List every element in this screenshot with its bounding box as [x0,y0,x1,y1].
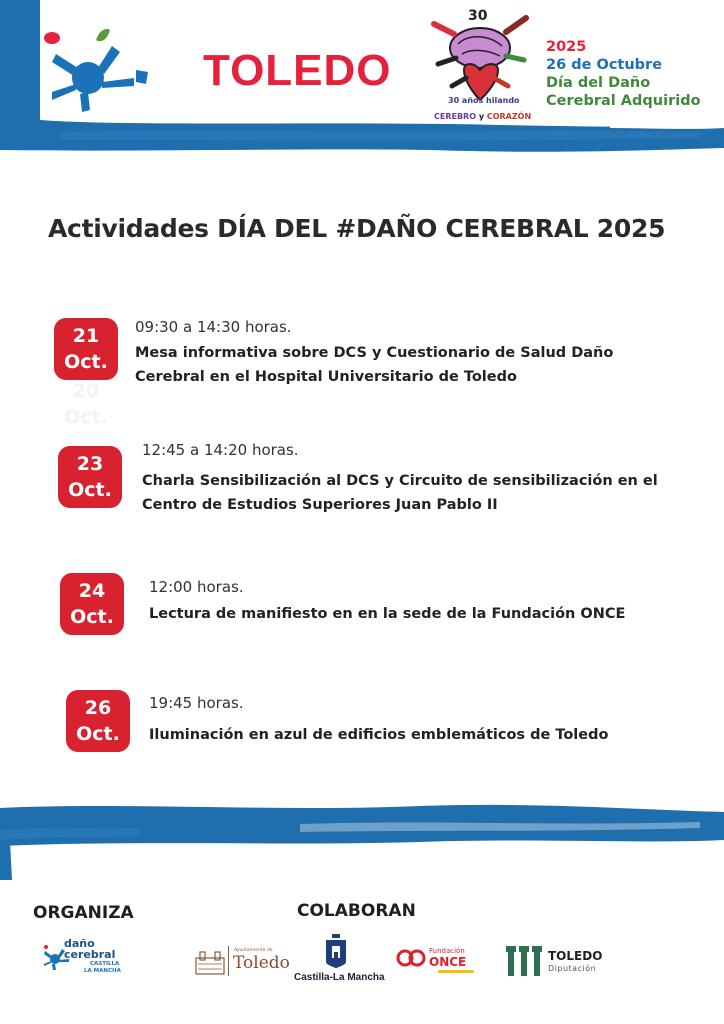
ghost-day: 20 [72,380,100,402]
campaign-slogan [434,112,531,121]
event-description-line: Charla Sensibilización al DCS y Circuito de sensibilización en el [142,473,658,489]
event-year: 2025 [546,39,587,55]
event-date-block [546,38,701,110]
event-date-badge [66,690,130,752]
event-description-line: Cerebral en el Hospital Universitario de Toledo [135,369,517,385]
organizer-logo-line3: CASTILLA [90,961,120,967]
event-time: 12:00 horas. [149,578,244,596]
event-description-line: Iluminación en azul de edificios emblemáticos de Toledo [149,727,609,743]
once-rings-icon [396,948,426,968]
castle-crest-icon [322,932,350,968]
event-label-line1: Día del Daño [546,75,651,91]
city-hall-building-icon [194,948,226,976]
badge-month: Oct. [70,606,114,628]
badge-month: Oct. [64,351,108,373]
campaign-subtitle: 30 años hilando [448,96,520,105]
event-description [149,602,709,626]
event-date-badge [54,318,118,380]
badge-month: Oct. [68,479,112,501]
city-title: TOLEDO [203,46,392,95]
castilla-la-mancha-name: Castilla-La Mancha [294,972,385,983]
event-date-badge [60,573,124,635]
event-time: 09:30 a 14:30 horas. [135,318,292,336]
event-description-line: Centro de Estudios Superiores Juan Pablo II [142,497,498,513]
event-date-badge [58,446,122,508]
colaboran-heading: COLABORAN [297,901,416,921]
fundacion-once-logo [396,944,480,974]
event-time: 19:45 horas. [149,694,244,712]
badge-day: 26 [84,697,112,719]
campaign-number: 30 [468,8,488,24]
castilla-la-mancha-logo [294,932,385,988]
slogan-heart: CORAZÓN [486,112,532,121]
diputacion-toledo-logo [506,946,606,978]
page-title: Actividades DÍA DEL #DAÑO CEREBRAL 2025 [48,214,666,243]
ghost-month: Oct. [64,406,108,428]
slogan-join: y [478,112,485,121]
ayuntamiento-toledo-logo [194,944,290,978]
diputacion-emblem-icon [506,946,542,976]
badge-day: 21 [72,325,100,347]
slogan-brain: CEREBRO [434,112,477,121]
event-description-line: Lectura de manifiesto en en la sede de la Fundación ONCE [149,606,626,622]
event-description [135,341,695,389]
footer-brush-stroke [0,790,724,880]
event-description [142,469,702,517]
event-label-line2: Cerebral Adquirido [546,93,701,109]
brain-injury-logo-icon [38,26,150,116]
event-description-line: Mesa informativa sobre DCS y Cuestionario de Salud Daño [135,345,614,361]
badge-month: Oct. [76,723,120,745]
event-date: 26 de Octubre [546,57,663,73]
badge-day: 24 [78,580,106,602]
campaign-illustration [428,4,532,130]
ayuntamiento-small: Ayuntamiento de [234,948,273,953]
once-underline [438,970,474,973]
ghost-badge [58,378,114,430]
ayuntamiento-name: Toledo [233,953,290,973]
event-time: 12:45 a 14:20 horas. [142,441,299,459]
organizer-logo-line1: daño [64,937,95,950]
organizer-logo [42,938,132,978]
diputacion-name: TOLEDO [548,949,603,963]
organiza-heading: ORGANIZA [33,903,134,923]
organizer-logo-line2: cerebral [64,948,116,961]
badge-day: 23 [76,453,104,475]
once-name: ONCE [429,955,467,969]
once-small: Fundación [429,947,465,955]
logo-divider [228,946,229,976]
event-description [149,723,709,747]
diputacion-small: Diputación [548,964,597,973]
organizer-logo-line4: LA MANCHA [84,968,121,974]
